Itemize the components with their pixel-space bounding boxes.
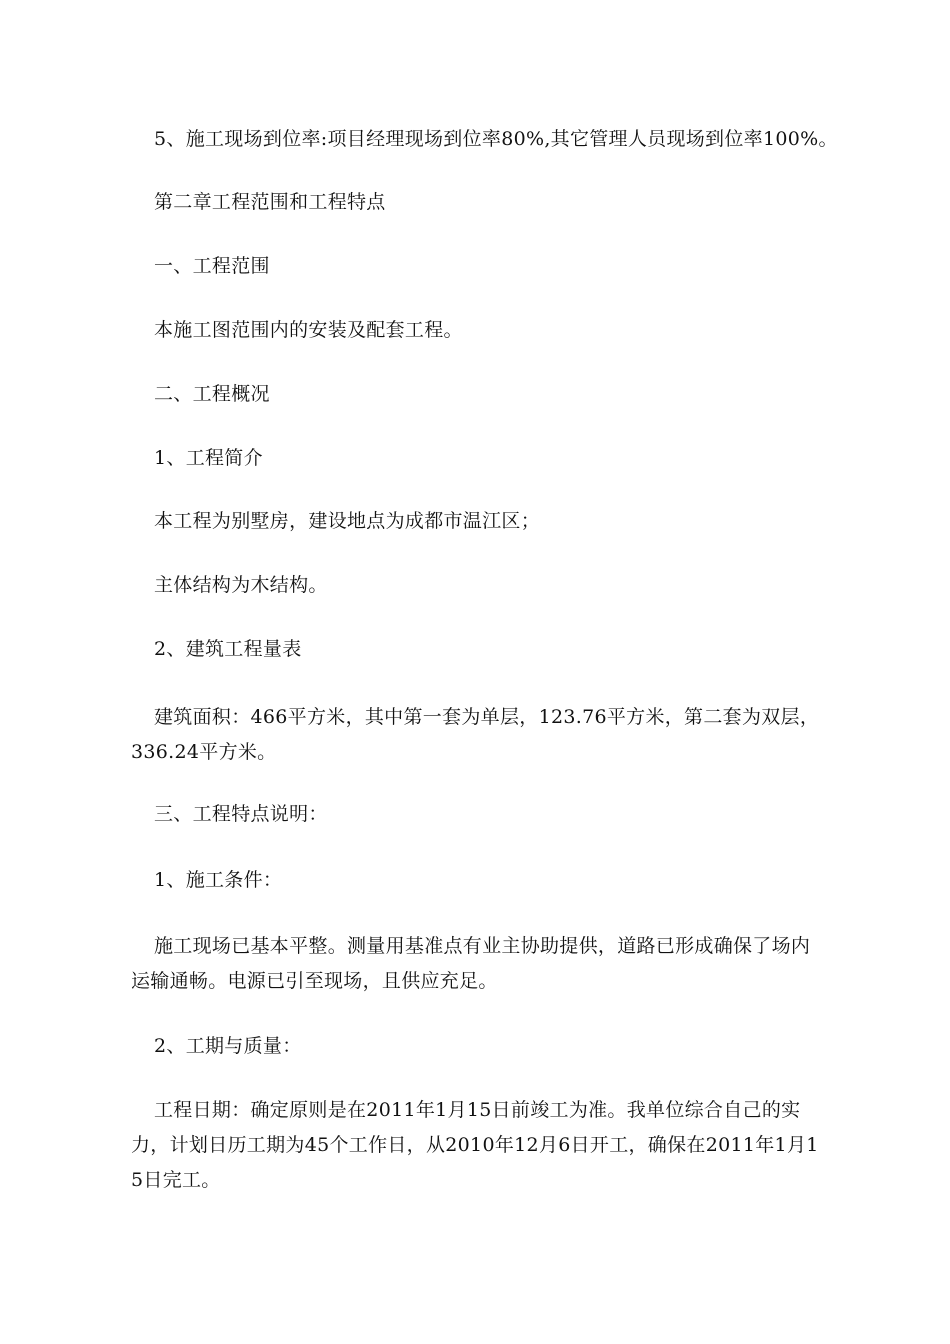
subheading-intro: 1、工程简介 (154, 447, 263, 469)
paragraph-conditions-line1: 施工现场已基本平整。测量用基准点有业主协助提供，道路已形成确保了场内 (154, 935, 811, 957)
section-heading-overview: 二、工程概况 (154, 383, 270, 405)
subheading-schedule: 2、工期与质量： (154, 1035, 302, 1057)
section-heading-scope: 一、工程范围 (154, 255, 270, 277)
subheading-conditions: 1、施工条件： (154, 869, 283, 891)
chapter-heading: 第二章工程范围和工程特点 (154, 191, 386, 213)
section-heading-features: 三、工程特点说明： (154, 803, 328, 825)
paragraph-area-line1: 建筑面积：466平方米，其中第一套为单层，123.76平方米，第二套为双层， (154, 706, 820, 728)
paragraph-arrival-rate: 5、施工现场到位率:项目经理现场到位率80%,其它管理人员现场到位率100%。 (154, 128, 838, 150)
paragraph-schedule-line2: 力，计划日历工期为45个工作日，从2010年12月6日开工，确保在2011年1月1 (131, 1134, 819, 1156)
paragraph-schedule-line3: 5日完工。 (131, 1169, 221, 1191)
subheading-quantity: 2、建筑工程量表 (154, 638, 302, 660)
paragraph-location: 本工程为别墅房，建设地点为成都市温江区； (154, 510, 541, 532)
paragraph-conditions-line2: 运输通畅。电源已引至现场，且供应充足。 (131, 970, 498, 992)
paragraph-schedule-line1: 工程日期：确定原则是在2011年1月15日前竣工为准。我单位综合自己的实 (154, 1099, 801, 1121)
paragraph-area-line2: 336.24平方米。 (131, 741, 277, 763)
paragraph-structure: 主体结构为木结构。 (154, 574, 328, 596)
paragraph-scope: 本施工图范围内的安装及配套工程。 (154, 319, 463, 341)
